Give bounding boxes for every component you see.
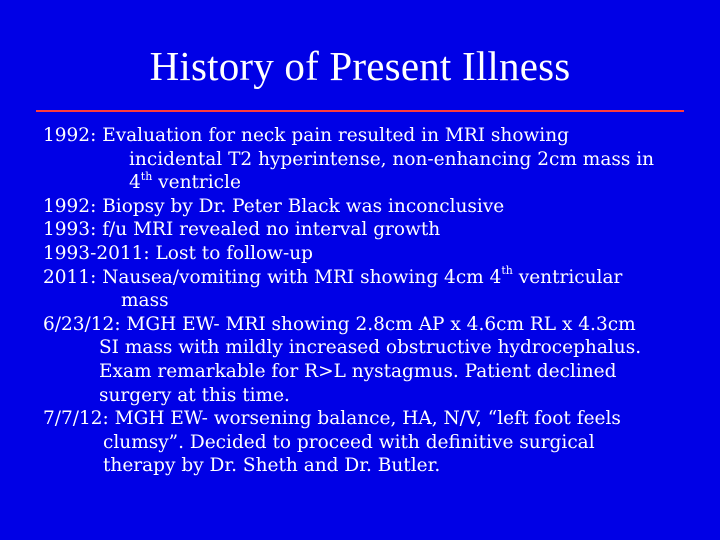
entry-line	[43, 266, 703, 290]
entry-line	[43, 171, 703, 195]
entry-line: surgery at this time.	[99, 384, 290, 406]
ordinal-suffix: th	[501, 264, 513, 278]
entry-line: 1992: Evaluation for neck pain resulted in MRI showing	[43, 125, 569, 146]
entry-line: 7/7/12: MGH EW- worsening balance, HA, N/V, “left foot feels	[43, 408, 621, 430]
entry-line: clumsy”. Decided to proceed with definitive surgical	[103, 431, 595, 453]
entry-line: 1992: Biopsy by Dr. Peter Black was inconclusive	[43, 195, 505, 217]
history-entry-6-23-12	[43, 313, 703, 407]
entry-line: 1993-2011: Lost to follow-up	[43, 242, 314, 264]
entry-text: 4	[129, 172, 141, 194]
history-list	[43, 124, 703, 478]
entry-text: 2011: Nausea/vomiting with MRI showing 4cm 4	[43, 266, 502, 288]
entry-line: therapy by Dr. Sheth and Dr. Butler.	[103, 455, 441, 477]
ordinal-suffix: th	[140, 170, 153, 184]
slide-title: History of Present Illness	[149, 43, 571, 89]
entry-line: SI mass with mildly increased obstructive hydrocephalus.	[99, 337, 642, 359]
entry-line: incidental T2 hyperintense, non-enhancing 2cm mass in	[129, 148, 655, 170]
history-entry-2011	[43, 266, 703, 313]
history-entry-1992-biopsy	[43, 195, 703, 219]
entry-line: 6/23/12: MGH EW- MRI showing 2.8cm AP x 4.6cm RL x 4.3cm	[43, 313, 636, 335]
history-entry-7-7-12	[43, 407, 703, 478]
history-entry-1992-evaluation	[43, 124, 703, 195]
entry-line: mass	[121, 290, 169, 312]
history-entry-1993-mri	[43, 218, 703, 242]
title-divider	[36, 110, 684, 112]
entry-line: Exam remarkable for R>L nystagmus. Patient declined	[99, 360, 617, 382]
entry-line: 1993: f/u MRI revealed no interval growth	[43, 219, 441, 241]
entry-text: ventricular	[512, 266, 623, 288]
entry-text: ventricle	[152, 172, 241, 194]
history-entry-1993-2011	[43, 242, 703, 266]
